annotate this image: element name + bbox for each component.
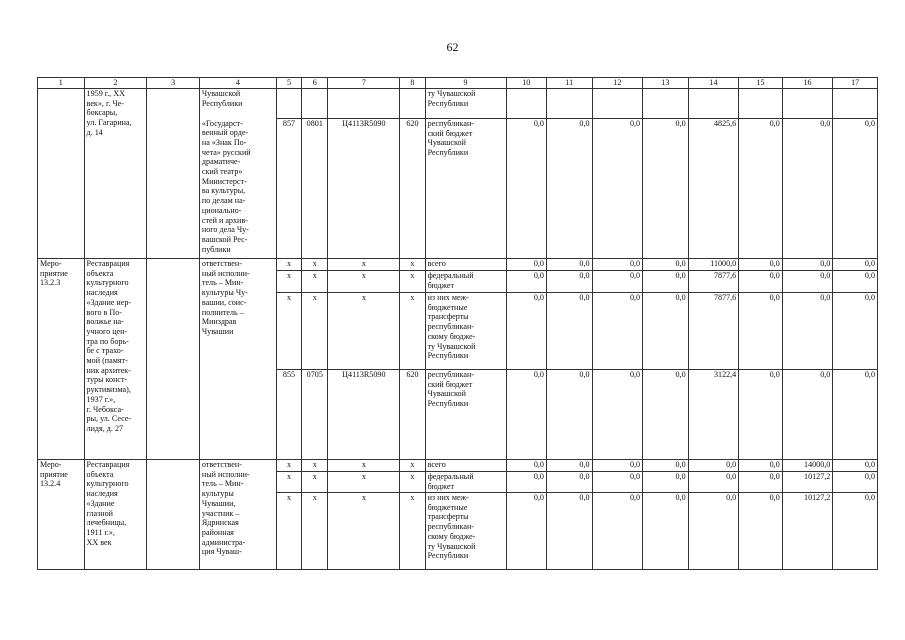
budget-code-cell: x: [328, 293, 400, 370]
amount-cell: 0,0: [833, 119, 878, 259]
funding-source-cell: республикан- ский бюджет Чувашской Республики: [425, 119, 506, 259]
budget-code-cell: x: [328, 259, 400, 271]
event-id-cell: Меро- приятие 13.2.3: [38, 259, 85, 460]
budget-code-cell: x: [276, 259, 301, 271]
event-id-cell: Меро- приятие 13.2.4: [38, 460, 85, 570]
amount-cell: 0,0: [592, 472, 643, 493]
amount-cell: 0,0: [739, 493, 783, 570]
executor-cell: ответствен- ный исполни- тель – Мин- культуры Чувашии, участник – Ядринская районная администра- ция Чуваш-: [199, 460, 276, 570]
column-number-header: 13: [643, 78, 689, 89]
column-number-header: 1: [38, 78, 85, 89]
amount-cell: 0,0: [592, 493, 643, 570]
amount-cell: 0,0: [592, 259, 643, 271]
column-number-header: 17: [833, 78, 878, 89]
column-number-header: 14: [688, 78, 739, 89]
amount-cell: 0,0: [592, 370, 643, 460]
amount-cell: 0,0: [643, 370, 689, 460]
budget-code-cell: x: [400, 259, 425, 271]
budget-code-cell: x: [276, 460, 301, 472]
event-13-2-4-row: [38, 460, 878, 472]
event-id-cell: [38, 89, 85, 259]
continuation-row-top: [38, 89, 878, 119]
executor-cell: Чувашской Республики: [199, 89, 276, 119]
column-number-header: 12: [592, 78, 643, 89]
amount-cell: 0,0: [688, 472, 739, 493]
funding-source-cell: всего: [425, 460, 506, 472]
amount-cell: 0,0: [592, 271, 643, 293]
amount-cell: 0,0: [739, 293, 783, 370]
funding-source-cell: ту Чувашской Республики: [425, 89, 506, 119]
amount-cell: 0,0: [833, 293, 878, 370]
column-number-header: 10: [506, 78, 546, 89]
budget-code-cell: x: [400, 271, 425, 293]
amount-cell: 0,0: [546, 472, 592, 493]
empty-cell: [739, 89, 783, 119]
amount-cell: 10127,2: [782, 493, 833, 570]
funding-source-cell: республикан- ский бюджет Чувашской Республики: [425, 370, 506, 460]
executor-cell: ответствен- ный исполни- тель – Мин- культуры Чу- вашии, соис- полнитель – Минздрав Чувашии: [199, 259, 276, 460]
amount-cell: 14000,0: [782, 460, 833, 472]
amount-cell: 0,0: [833, 472, 878, 493]
amount-cell: 0,0: [782, 271, 833, 293]
column-number-header: 11: [546, 78, 592, 89]
column-number-header: 6: [302, 78, 328, 89]
column-number-header: 5: [276, 78, 301, 89]
empty-cell: [833, 89, 878, 119]
amount-cell: 7877,6: [688, 293, 739, 370]
budget-code-cell: x: [276, 293, 301, 370]
amount-cell: 0,0: [739, 119, 783, 259]
blank-cell: [147, 259, 200, 460]
column-number-header: 15: [739, 78, 783, 89]
amount-cell: 0,0: [506, 370, 546, 460]
amount-cell: 0,0: [739, 472, 783, 493]
budget-code-cell: 857: [276, 119, 301, 259]
empty-cell: [400, 89, 425, 119]
amount-cell: 0,0: [643, 472, 689, 493]
page-number: 62: [446, 40, 459, 54]
budget-code-cell: x: [328, 472, 400, 493]
blank-cell: [147, 460, 200, 570]
amount-cell: 0,0: [739, 460, 783, 472]
budget-code-cell: 0801: [302, 119, 328, 259]
empty-cell: [782, 89, 833, 119]
amount-cell: 0,0: [833, 493, 878, 570]
empty-cell: [302, 89, 328, 119]
amount-cell: 7877,6: [688, 271, 739, 293]
column-number-header: 9: [425, 78, 506, 89]
empty-cell: [592, 89, 643, 119]
amount-cell: 11000,0: [688, 259, 739, 271]
amount-cell: 0,0: [688, 460, 739, 472]
budget-code-cell: x: [328, 460, 400, 472]
column-number-header: 8: [400, 78, 425, 89]
amount-cell: 0,0: [546, 493, 592, 570]
budget-code-cell: Ц4113R5090: [328, 119, 400, 259]
budget-code-cell: x: [400, 493, 425, 570]
amount-cell: 0,0: [782, 293, 833, 370]
column-number-header: 4: [199, 78, 276, 89]
budget-code-cell: 0705: [302, 370, 328, 460]
amount-cell: 0,0: [833, 460, 878, 472]
budget-code-cell: x: [276, 472, 301, 493]
amount-cell: 0,0: [643, 293, 689, 370]
budget-code-cell: x: [302, 460, 328, 472]
column-number-header: 16: [782, 78, 833, 89]
amount-cell: 0,0: [546, 293, 592, 370]
empty-cell: [643, 89, 689, 119]
event-13-2-3-row: [38, 259, 878, 271]
empty-cell: [276, 89, 301, 119]
executor-cell: «Государст- венный орде- на «Знак По- чета» русский драматиче- ский театр» Министерст- ва культуры, по делам на- циональнo- стей и архив- ного дела Чу- вашской Рес- публики: [199, 119, 276, 259]
amount-cell: 0,0: [782, 370, 833, 460]
amount-cell: 0,0: [643, 460, 689, 472]
budget-table: [37, 77, 878, 570]
budget-code-cell: 855: [276, 370, 301, 460]
budget-code-cell: x: [400, 472, 425, 493]
budget-code-cell: Ц4113R5090: [328, 370, 400, 460]
amount-cell: 0,0: [546, 271, 592, 293]
amount-cell: 0,0: [782, 259, 833, 271]
amount-cell: 0,0: [739, 259, 783, 271]
amount-cell: 0,0: [506, 271, 546, 293]
amount-cell: 0,0: [506, 472, 546, 493]
amount-cell: 10127,2: [782, 472, 833, 493]
empty-cell: [688, 89, 739, 119]
amount-cell: 0,0: [643, 259, 689, 271]
amount-cell: 0,0: [643, 271, 689, 293]
funding-source-cell: федеральный бюджет: [425, 271, 506, 293]
budget-code-cell: x: [302, 271, 328, 293]
budget-code-cell: x: [302, 259, 328, 271]
empty-cell: [328, 89, 400, 119]
amount-cell: 0,0: [739, 271, 783, 293]
amount-cell: 0,0: [739, 370, 783, 460]
column-number-header: 3: [147, 78, 200, 89]
amount-cell: 0,0: [506, 493, 546, 570]
amount-cell: 0,0: [833, 259, 878, 271]
funding-source-cell: из них меж- бюджетные трансферты республикан- скому бюдже- ту Чувашской Республики: [425, 493, 506, 570]
funding-source-cell: всего: [425, 259, 506, 271]
funding-source-cell: федеральный бюджет: [425, 472, 506, 493]
amount-cell: 0,0: [592, 293, 643, 370]
amount-cell: 0,0: [688, 493, 739, 570]
column-number-header: 2: [84, 78, 147, 89]
object-name-cell: Реставрация объекта культурного наследия «Здание глазной лечебницы, 1911 г.», XX век: [84, 460, 147, 570]
amount-cell: 0,0: [506, 259, 546, 271]
budget-code-cell: 620: [400, 119, 425, 259]
amount-cell: 0,0: [782, 119, 833, 259]
budget-code-cell: x: [328, 271, 400, 293]
budget-code-cell: x: [302, 293, 328, 370]
blank-cell: [147, 89, 200, 259]
amount-cell: 0,0: [833, 370, 878, 460]
budget-code-cell: x: [400, 293, 425, 370]
budget-code-cell: 620: [400, 370, 425, 460]
amount-cell: 0,0: [592, 460, 643, 472]
header-row: [38, 78, 878, 89]
amount-cell: 0,0: [506, 293, 546, 370]
object-name-cell: Реставрация объекта культурного наследия «Здание нер- вого в По- волжье на- учного цен- тра по борь- бе с трахо- мой (памят- ник архитек- туры конст- руктивизма), 1937 г.», г. Чебокса- ры, ул. Сесе- лидя, д. 27: [84, 259, 147, 460]
amount-cell: 0,0: [546, 119, 592, 259]
object-name-cell: 1959 г., XX век», г. Че- боксары, ул. Гагарина, д. 14: [84, 89, 147, 259]
amount-cell: 0,0: [643, 493, 689, 570]
budget-code-cell: x: [276, 271, 301, 293]
funding-source-cell: из них меж- бюджетные трансферты республикан- скому бюдже- ту Чувашской Республики: [425, 293, 506, 370]
column-number-header: 7: [328, 78, 400, 89]
amount-cell: 0,0: [546, 259, 592, 271]
amount-cell: 0,0: [546, 460, 592, 472]
amount-cell: 0,0: [592, 119, 643, 259]
empty-cell: [546, 89, 592, 119]
budget-code-cell: x: [276, 493, 301, 570]
amount-cell: 0,0: [506, 460, 546, 472]
budget-code-cell: x: [328, 493, 400, 570]
amount-cell: 0,0: [643, 119, 689, 259]
amount-cell: 0,0: [506, 119, 546, 259]
amount-cell: 4825,6: [688, 119, 739, 259]
empty-cell: [506, 89, 546, 119]
amount-cell: 3122,4: [688, 370, 739, 460]
budget-code-cell: x: [302, 493, 328, 570]
amount-cell: 0,0: [833, 271, 878, 293]
budget-code-cell: x: [400, 460, 425, 472]
budget-code-cell: x: [302, 472, 328, 493]
amount-cell: 0,0: [546, 370, 592, 460]
